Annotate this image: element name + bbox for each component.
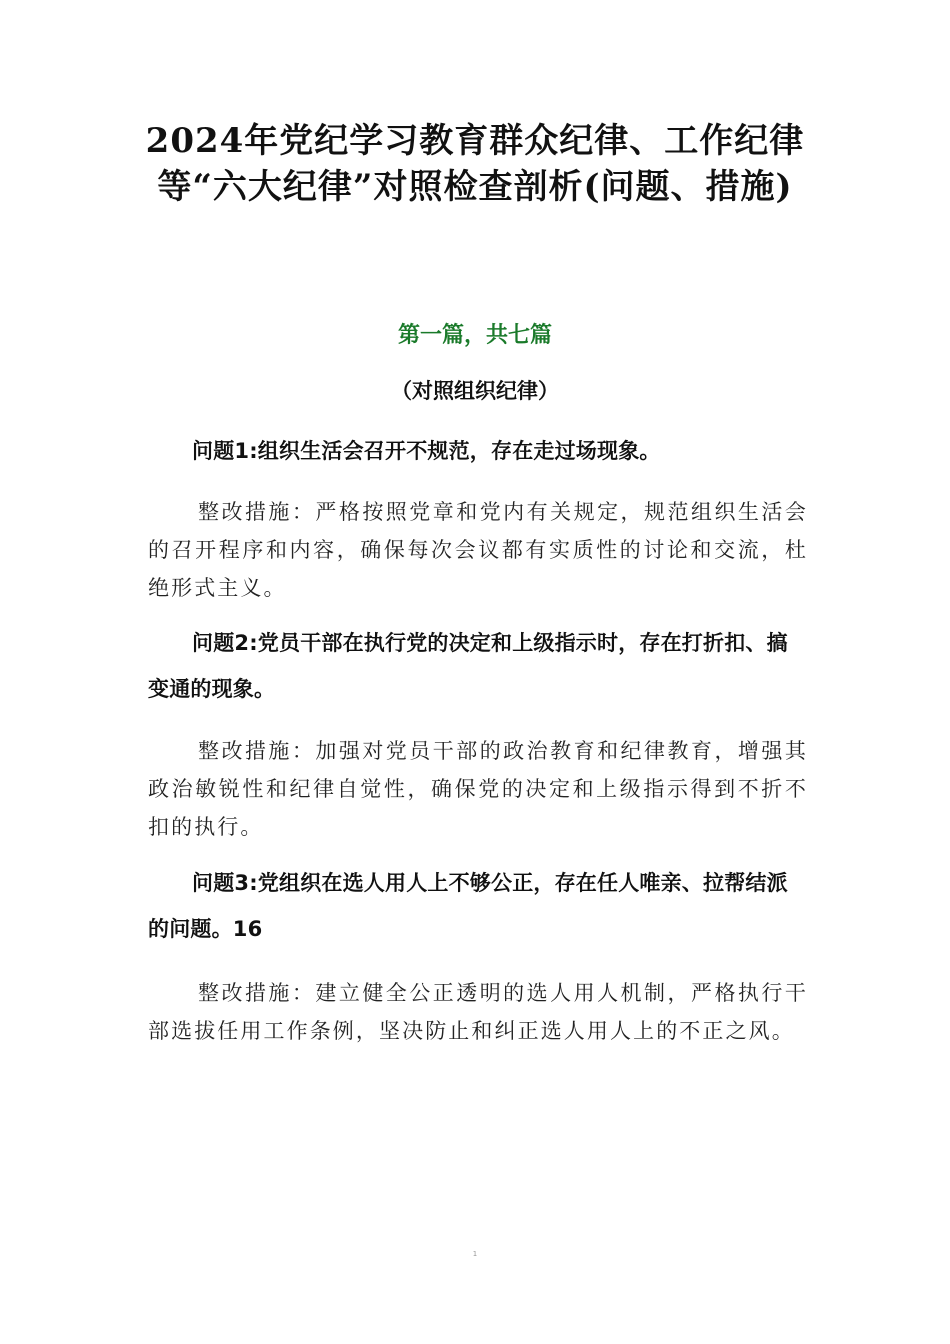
problem-1: 问题1:组织生活会召开不规范，存在走过场现象。 bbox=[192, 439, 661, 463]
document-title: 2024年党纪学习教育群众纪律、工作纪律等“六大纪律”对照检查剖析(问题、措施) bbox=[145, 121, 805, 207]
problem-3: 问题3:党组织在选人用人上不够公正，存在任人唯亲、拉帮结派的问题。16 bbox=[148, 871, 788, 941]
measure-2: 整改措施：加强对党员干部的政治教育和纪律教育，增强其政治敏锐性和纪律自觉性，确保党的决定和上级指示得到不折不扣的执行。 bbox=[148, 739, 808, 839]
document-subtitle: 第一篇，共七篇 bbox=[397, 323, 552, 348]
page-number: 1 bbox=[472, 1250, 478, 1258]
section-title: （对照组织纪律） bbox=[391, 379, 559, 403]
problem-2: 问题2:党员干部在执行党的决定和上级指示时，存在打折扣、搞变通的现象。 bbox=[148, 631, 788, 701]
measure-1: 整改措施：严格按照党章和党内有关规定，规范组织生活会的召开程序和内容，确保每次会议都有实质性的讨论和交流，杜绝形式主义。 bbox=[148, 500, 808, 600]
measure-3: 整改措施：建立健全公正透明的选人用人机制，严格执行干部选拔任用工作条例，坚决防止和纠正选人用人上的不正之风。 bbox=[148, 981, 808, 1043]
